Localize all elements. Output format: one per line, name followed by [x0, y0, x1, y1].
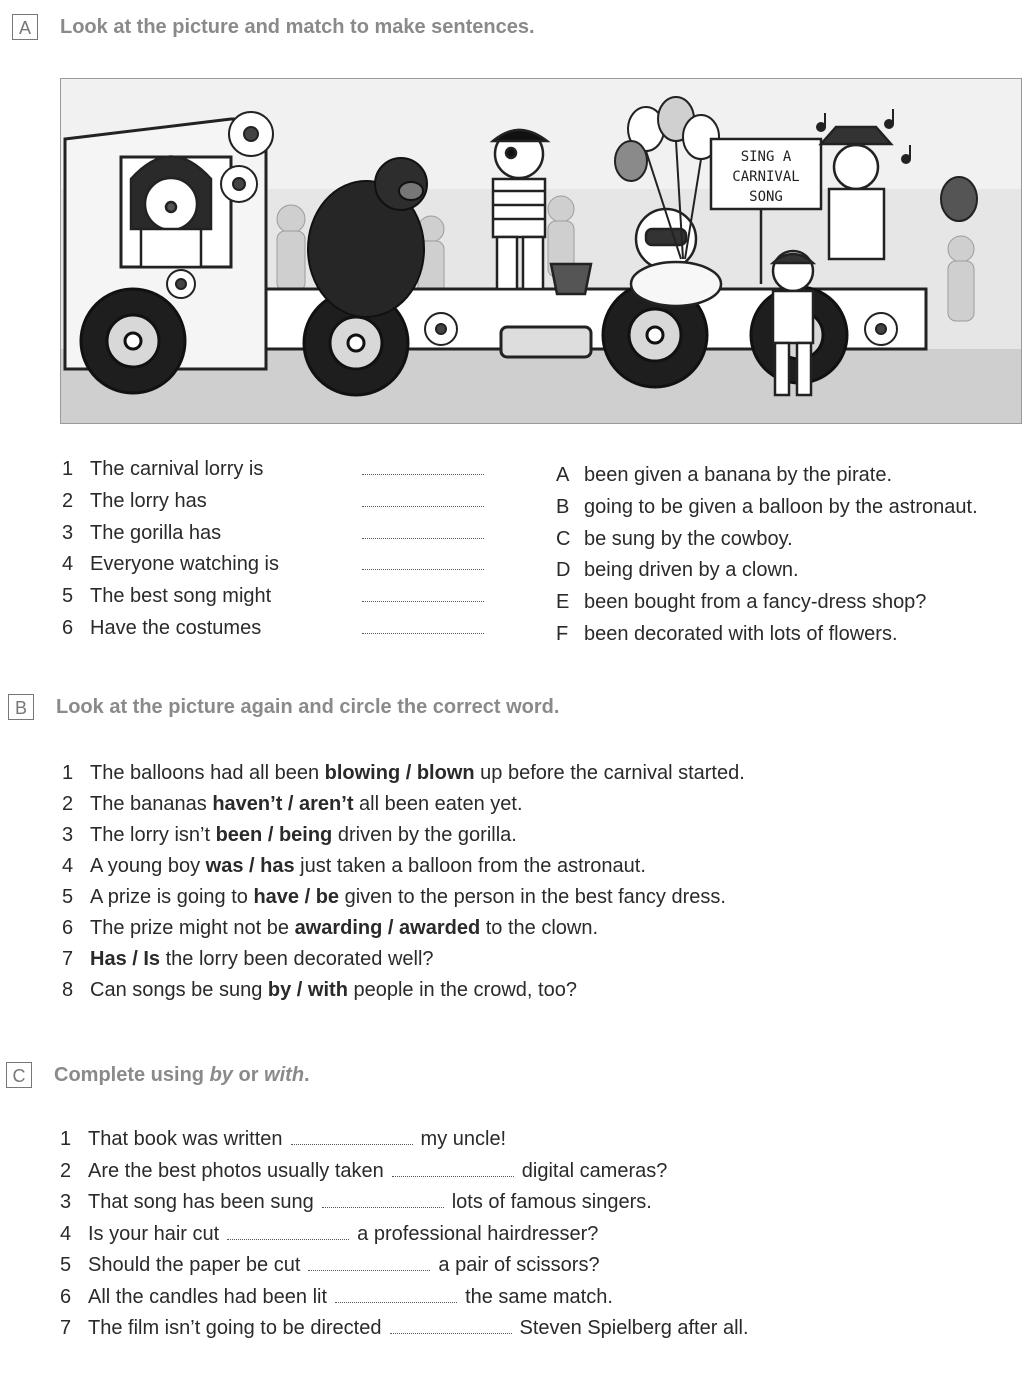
section-c-title-pre: Complete using [54, 1063, 210, 1086]
circle-item [62, 822, 517, 848]
section-a-header [12, 14, 535, 40]
option-text: being driven by a clown. [584, 559, 799, 582]
item-text-before: That song has been sung [88, 1191, 314, 1213]
section-c-letter: C [6, 1062, 32, 1088]
item-number: 7 [62, 948, 74, 970]
item-text-before: The lorry isn’t [90, 824, 216, 846]
item-text-before: The prize might not be [90, 917, 295, 939]
answer-blank[interactable] [362, 583, 484, 602]
item-number: 1 [62, 458, 74, 480]
item-text-before: Should the paper be cut [88, 1254, 301, 1276]
item-number: 7 [60, 1317, 72, 1339]
section-b-letter: B [8, 694, 34, 720]
item-number: 3 [60, 1191, 72, 1213]
answer-blank[interactable] [362, 520, 484, 539]
option-text: going to be given a balloon by the astronaut. [584, 495, 978, 518]
option-letter: D [556, 559, 571, 582]
item-text-before: That book was written [88, 1128, 283, 1150]
fill-item [60, 1252, 600, 1278]
fill-item [60, 1189, 652, 1215]
item-number: 1 [60, 1128, 72, 1150]
item-number: 1 [62, 762, 74, 784]
section-c-header [6, 1062, 310, 1088]
word-choice[interactable]: awarding / awarded [294, 917, 481, 939]
section-c-title-by: by [209, 1063, 233, 1086]
item-text-before: A prize is going to [90, 886, 254, 908]
match-option [556, 526, 793, 552]
item-number: 4 [60, 1222, 72, 1245]
option-letter: E [556, 591, 570, 614]
section-c-title-end: . [304, 1063, 310, 1086]
item-text-before: Is your hair cut [88, 1222, 220, 1245]
item-text-after: the same match. [465, 1285, 613, 1308]
match-option [556, 621, 898, 647]
section-c-title [54, 1064, 310, 1087]
item-text: Everyone watching is [90, 553, 279, 576]
match-item [62, 551, 484, 577]
item-text: The gorilla has [90, 521, 222, 544]
answer-blank[interactable] [362, 615, 484, 634]
word-choice[interactable]: haven’t / aren’t [212, 793, 354, 815]
section-a-letter: A [12, 14, 38, 40]
item-number: 5 [60, 1254, 72, 1276]
item-number: 4 [62, 553, 74, 576]
item-number: 5 [62, 886, 74, 908]
option-text: been decorated with lots of flowers. [584, 623, 898, 645]
item-text: The carnival lorry is [90, 458, 264, 480]
item-number: 5 [62, 585, 74, 608]
item-number: 3 [62, 521, 74, 544]
item-text-after: Steven Spielberg after all. [519, 1317, 749, 1339]
match-item [62, 615, 484, 641]
section-c-title-with: with [264, 1063, 305, 1086]
item-text-after: a professional hairdresser? [357, 1222, 599, 1245]
match-option [556, 557, 799, 583]
option-text: been bought from a fancy-dress shop? [584, 591, 927, 614]
item-text-after: lots of famous singers. [451, 1191, 652, 1213]
answer-blank[interactable] [392, 1158, 514, 1177]
carnival-illustration [60, 78, 1022, 424]
sign-line-1: SING A [740, 149, 792, 165]
item-number: 8 [62, 979, 74, 1001]
sign-line-3: SONG [749, 189, 783, 205]
item-text-after: people in the crowd, too? [347, 979, 577, 1001]
option-letter: B [556, 495, 570, 518]
circle-item [62, 977, 577, 1003]
match-item [62, 456, 484, 482]
match-item [62, 520, 484, 546]
section-c-title-or: or [232, 1063, 265, 1086]
item-text: The lorry has [90, 489, 207, 512]
item-number: 6 [62, 917, 74, 939]
section-b-title: Look at the picture again and circle the correct word. [56, 695, 560, 718]
word-choice[interactable]: blowing / blown [324, 762, 475, 784]
circle-item [62, 853, 646, 879]
item-number: 6 [62, 617, 74, 639]
answer-blank[interactable] [362, 551, 484, 570]
item-text-after: just taken a balloon from the astronaut. [294, 855, 646, 877]
circle-item [62, 915, 598, 941]
answer-blank[interactable] [362, 488, 484, 507]
item-text-before: All the candles had been lit [88, 1285, 328, 1308]
answer-blank[interactable] [308, 1252, 430, 1271]
item-number: 2 [62, 489, 74, 512]
circle-item [62, 884, 726, 910]
section-b-header [8, 694, 559, 720]
answer-blank[interactable] [291, 1126, 413, 1145]
word-choice[interactable]: was / has [205, 855, 295, 877]
match-option [556, 589, 926, 615]
item-text: Have the costumes [90, 617, 262, 639]
answer-blank[interactable] [335, 1284, 457, 1303]
fill-item [60, 1126, 506, 1152]
item-number: 3 [62, 824, 74, 846]
fill-item [60, 1221, 598, 1247]
match-item [62, 583, 484, 609]
word-choice[interactable]: have / be [253, 886, 340, 908]
item-text-before: A young boy [90, 855, 206, 877]
clown-driver [131, 157, 211, 268]
item-text-before: The bananas [90, 793, 213, 815]
item-text-before: The balloons had all been [90, 762, 325, 784]
item-text-after: my uncle! [420, 1128, 507, 1150]
option-letter: F [556, 623, 569, 645]
item-text-before: Are the best photos usually taken [88, 1159, 384, 1182]
carnival-drawing [61, 79, 1021, 423]
circle-item [62, 791, 523, 817]
fill-item [60, 1158, 667, 1184]
word-choice[interactable]: Has / Is [90, 948, 161, 970]
fill-item [60, 1315, 749, 1341]
item-text-after: up before the carnival started. [474, 762, 745, 784]
item-text-after: the lorry been decorated well? [160, 948, 434, 970]
answer-blank[interactable] [390, 1315, 512, 1334]
match-option [556, 494, 978, 520]
answer-blank[interactable] [322, 1189, 444, 1208]
sign-line-2: CARNIVAL [732, 169, 800, 185]
section-a-title: Look at the picture and match to make sentences. [60, 15, 535, 38]
item-text-after: given to the person in the best fancy dress. [339, 886, 726, 908]
option-text: been given a banana by the pirate. [584, 464, 893, 486]
item-text-before: The film isn’t going to be directed [88, 1317, 382, 1339]
item-number: 4 [62, 855, 74, 877]
circle-item [62, 946, 434, 972]
item-text-after: to the clown. [480, 917, 599, 939]
item-number: 6 [60, 1285, 72, 1308]
match-option [556, 462, 892, 488]
item-text-after: a pair of scissors? [438, 1254, 600, 1276]
item-number: 2 [60, 1159, 72, 1182]
word-choice[interactable]: been / being [215, 824, 333, 846]
item-text-before: Can songs be sung [90, 979, 268, 1001]
circle-item [62, 760, 745, 786]
item-number: 2 [62, 793, 74, 815]
item-text-after: all been eaten yet. [353, 793, 523, 815]
option-letter: C [556, 527, 571, 550]
match-item [62, 488, 484, 514]
word-choice[interactable]: by / with [267, 979, 348, 1001]
answer-blank[interactable] [227, 1221, 349, 1240]
item-text-after: driven by the gorilla. [332, 824, 517, 846]
item-text: The best song might [90, 585, 272, 608]
option-text: be sung by the cowboy. [584, 527, 793, 550]
item-text-after: digital cameras? [521, 1159, 668, 1182]
option-letter: A [556, 464, 570, 486]
answer-blank[interactable] [362, 456, 484, 475]
fill-item [60, 1284, 613, 1310]
